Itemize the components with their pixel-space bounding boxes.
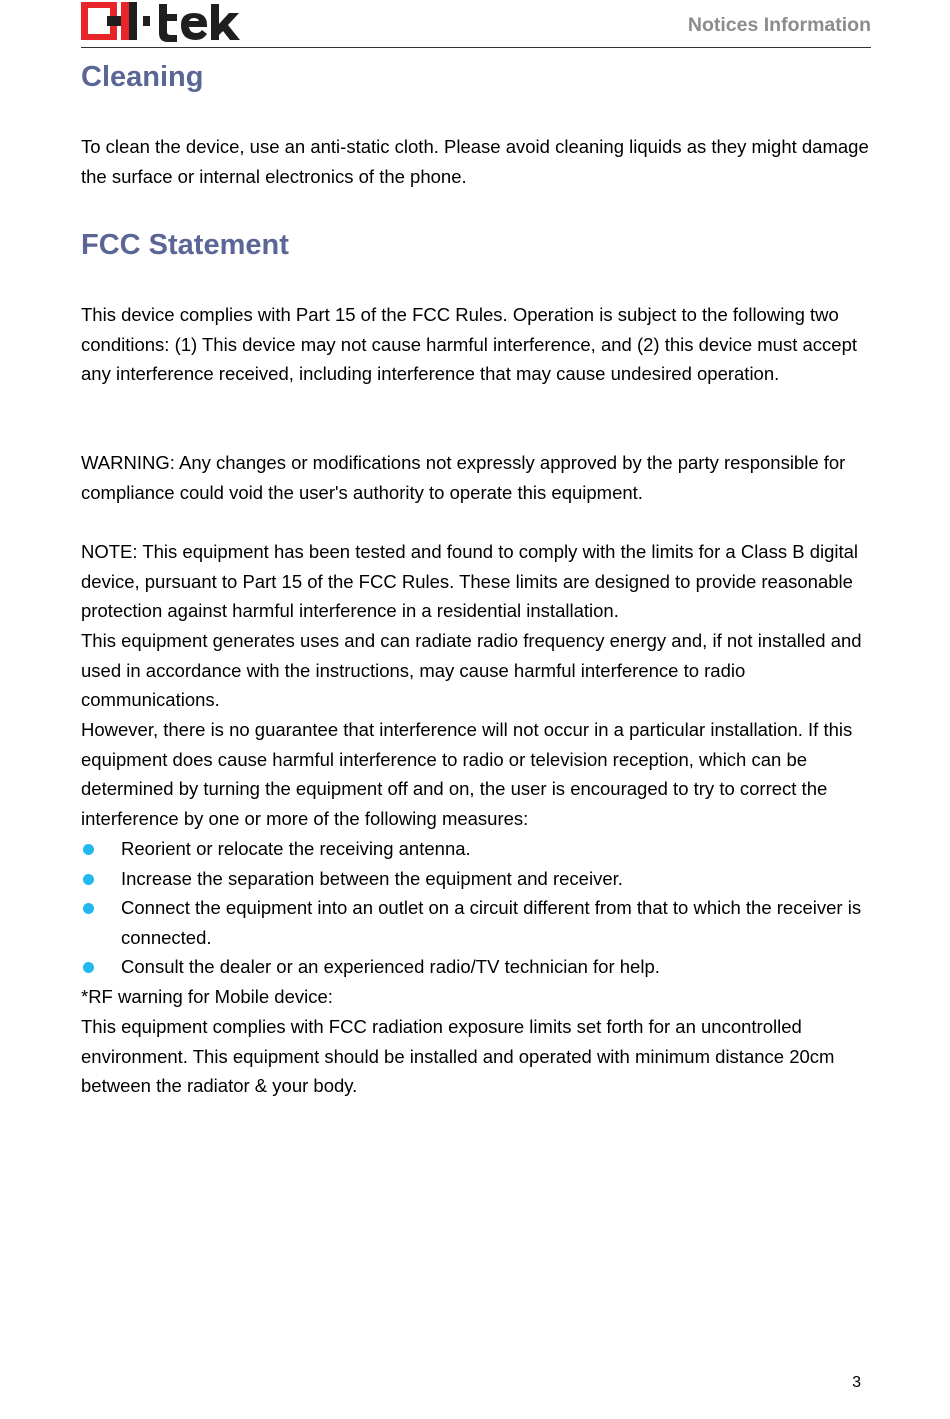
page-number: 3: [852, 1374, 861, 1391]
fcc-guarantee-paragraph: However, there is no guarantee that interference will not occur in a particular installation. If this equipment does cause harmful interference to radio or television reception, which can be determined by turning the equipment off and on, the user is encouraged to try to correct the interference by one or more of the following measures:: [81, 719, 853, 829]
list-item-text: Consult the dealer or an experienced radio/TV technician for help.: [121, 956, 660, 978]
bullet-dot-icon: [83, 874, 94, 885]
cleaning-heading: Cleaning: [81, 61, 204, 93]
list-item: [81, 864, 876, 894]
list-item-text: Connect the equipment into an outlet on a circuit different from that to which the receiver is connected.: [121, 897, 862, 948]
rf-warning-paragraph: This equipment complies with FCC radiation exposure limits set forth for an uncontrolled environment. This equipment should be installed and operated with minimum distance 20cm between the radiator & your body.: [81, 1016, 835, 1097]
rf-warning-title: *RF warning for Mobile device:: [81, 986, 333, 1007]
fcc-note-paragraph: NOTE: This equipment has been tested and found to comply with the limits for a Class B digital device, pursuant to Part 15 of the FCC Rules. These limits are designed to provide reasonable protection against harmful interference in a residential installation.: [81, 541, 859, 622]
fcc-radiation-paragraph: This equipment generates uses and can radiate radio frequency energy and, if not installed and used in accordance with the instructions, may cause harmful interference to radio communications.: [81, 630, 862, 711]
header-title: Notices Information: [687, 14, 871, 36]
measures-list: [81, 834, 876, 982]
page-header: [81, 0, 871, 48]
list-item: [81, 834, 876, 864]
list-item: [81, 893, 876, 952]
bullet-dot-icon: [83, 844, 94, 855]
htek-logo: [81, 2, 253, 42]
bullet-dot-icon: [83, 903, 94, 914]
fcc-compliance-paragraph: This device complies with Part 15 of the FCC Rules. Operation is subject to the following two conditions: (1) This device may not cause harmful interference, and (2) this device must accept any interference received, including interference that may cause undesired operation.: [81, 304, 857, 385]
list-item: [81, 952, 876, 982]
fcc-warning-paragraph: WARNING: Any changes or modifications not expressly approved by the party responsible for compliance could void the user's authority to operate this equipment.: [81, 452, 846, 503]
fcc-heading: FCC Statement: [81, 229, 289, 261]
cleaning-paragraph: To clean the device, use an anti-static cloth. Please avoid cleaning liquids as they might damage the surface or internal electronics of the phone.: [81, 136, 869, 187]
list-item-text: Reorient or relocate the receiving antenna.: [121, 838, 471, 859]
list-item-text: Increase the separation between the equipment and receiver.: [121, 867, 623, 889]
bullet-dot-icon: [83, 962, 94, 973]
